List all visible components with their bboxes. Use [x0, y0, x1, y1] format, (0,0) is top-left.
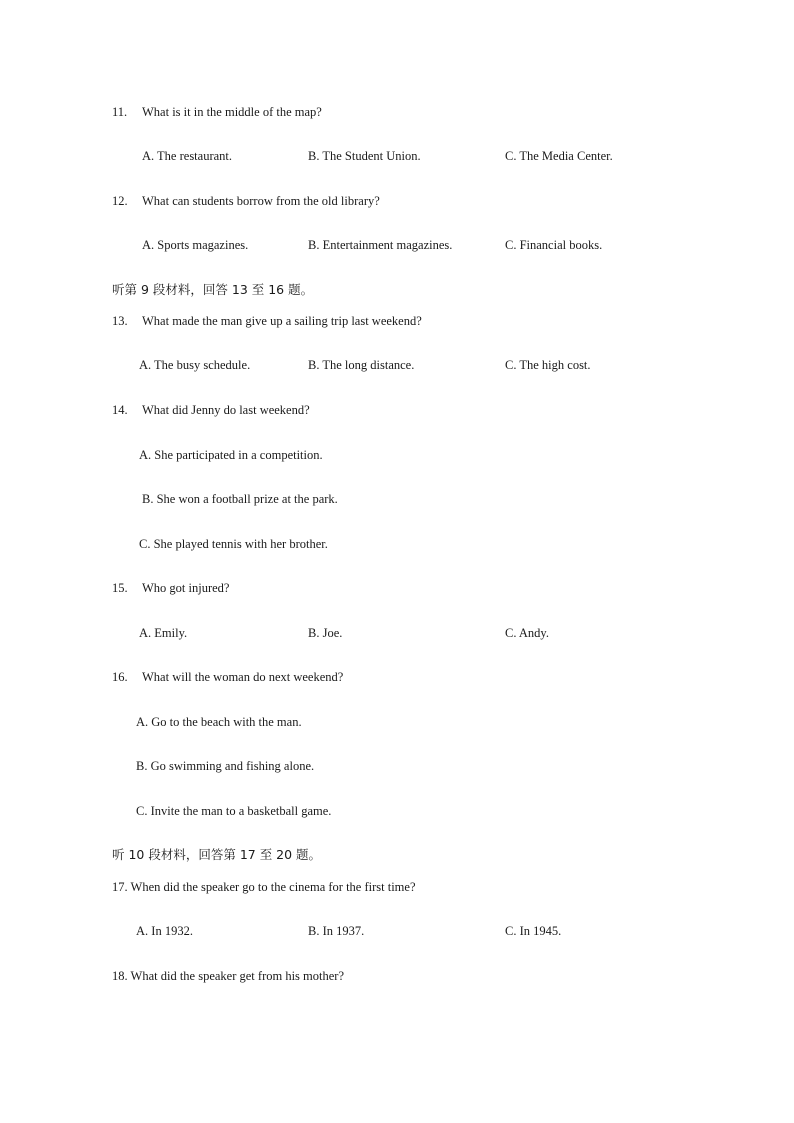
section-9-heading: 听第 9 段材料，回答 13 至 16 题。: [112, 282, 314, 297]
question-text: What is it in the middle of the map?: [142, 105, 322, 119]
option-c: C. In 1945.: [505, 924, 562, 938]
option-c: C. Andy.: [505, 626, 549, 640]
question-number: 14.: [112, 403, 128, 417]
option-a: A. Sports magazines.: [142, 238, 249, 252]
option-c: C. The Media Center.: [505, 149, 613, 163]
question-text: Who got injured?: [142, 581, 230, 595]
option-b: B. Go swimming and fishing alone.: [136, 759, 315, 773]
question-number: 16.: [112, 670, 128, 684]
question-text: What made the man give up a sailing trip last weekend?: [142, 314, 422, 328]
option-b: B. The long distance.: [308, 358, 415, 372]
option-a: A. The restaurant.: [142, 149, 233, 163]
section-10-heading: 听 10 段材料，回答第 17 至 20 题。: [112, 847, 322, 862]
question-number: 12.: [112, 194, 128, 208]
option-b: B. Joe.: [308, 626, 343, 640]
option-b: B. The Student Union.: [308, 149, 421, 163]
question-text: What can students borrow from the old library?: [142, 194, 380, 208]
option-c: C. Invite the man to a basketball game.: [136, 804, 332, 818]
question-number: 13.: [112, 314, 128, 328]
question-text: What will the woman do next weekend?: [142, 670, 344, 684]
question-text: 17. When did the speaker go to the cinema for the first time?: [112, 880, 416, 894]
option-b: B. In 1937.: [308, 924, 365, 938]
question-number: 11.: [112, 105, 128, 119]
option-a: A. She participated in a competition.: [139, 448, 323, 462]
option-a: A. Emily.: [139, 626, 188, 640]
option-a: A. Go to the beach with the man.: [136, 715, 302, 729]
question-text: What did Jenny do last weekend?: [142, 403, 310, 417]
option-a: A. The busy schedule.: [139, 358, 251, 372]
question-text: 18. What did the speaker get from his mother?: [112, 969, 344, 983]
option-c: C. Financial books.: [505, 238, 603, 252]
option-c: C. She played tennis with her brother.: [139, 537, 328, 551]
option-b: B. Entertainment magazines.: [308, 238, 453, 252]
option-c: C. The high cost.: [505, 358, 591, 372]
option-a: A. In 1932.: [136, 924, 193, 938]
question-number: 15.: [112, 581, 128, 595]
option-b: B. She won a football prize at the park.: [142, 492, 338, 506]
